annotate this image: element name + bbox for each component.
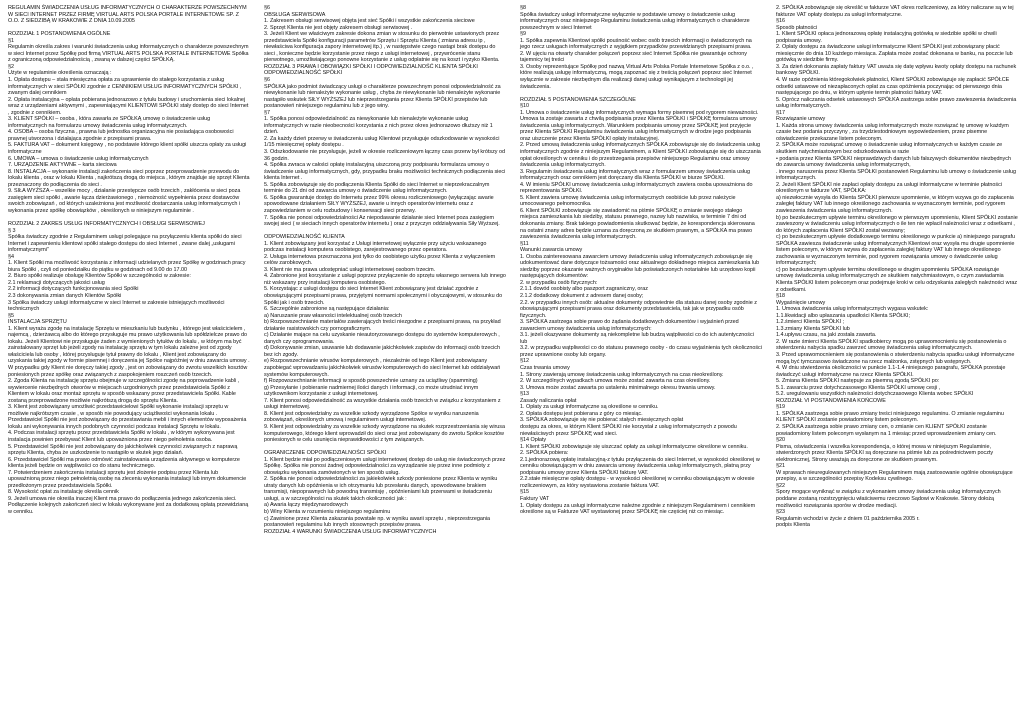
paragraph: 5. Zmiana Klienta SPÓŁKI następuje za pisemną zgodą SPÓŁKI po: [776, 378, 940, 385]
paragraph: 2.1.jednorazową opłatę instalacyjną-z tytułu przyłączenia do sieci Internet, w wysokości określonej w cenniku obowiązującym w dniu zawarcia umowy świadczenia usług informatycznych, płatną przy podpisaniu umowy przez Klienta SPÓŁKI fakturę VAT. [520, 456, 762, 476]
paragraph: §14 Opłaty [520, 437, 547, 444]
paragraph: 9. SIŁA WYŻSZA – wszelkie mocy , działanie przestępcze osób trzecich , zakłócenia w sieci poza zasięgiem sieci spółki , awarie łącza dzierżawionego , niemożność wypełnienia przez dostawców swoich zobowiązań , od których uzależniona jest możliwość dostarczania usług informatycznych i wykonania przez spółkę obowiązków , określonych w niniejszym regulaminie . [8, 188, 242, 214]
paragraph: 9. Klient jest odpowiedzialny za wszelkie szkody wyrządzone na skutek rozprzestrzeniania się wirusa komputerowego, którego klient wprowadził do sieci oraz jest zobowiązany do zwrotu Spółce kosztów poniesionych w celu usunięcia nieprawidłowości z tym związanych. [264, 423, 507, 444]
paragraph: 8. Wysokość opłat za instalację określa cennik [8, 489, 119, 496]
paragraph: 6. UMOWA – umowa o świadczenie usług informatycznych [8, 155, 149, 162]
paragraph: 1. Opłaty za usługi informatyczne są określone w cenniku. [520, 404, 659, 411]
paragraph: 2. Zgoda Klienta na instalację sprzętu obejmuje w szczególności zgodę na poprowadzenie kabli , wywiercenie niezbędnych otworów w miejscach uzgodnionych przez przedstawiciela Spółki z Klientem w lokalu oraz montaż sprzętu w sposób wskazany przez przedstawiciela Spółki. Kable zostaną przeprowadzone możliwie najkrótszą drogą do sprzętu Klienta. [8, 378, 241, 404]
paragraph: § 3 [8, 227, 16, 234]
paragraph: 3. Osoby reprezentujące Spółkę pod nazwą Virtual Arts Polska Portale Internetowe Spółka z o.o. , które realizują usługę informatyczną, mogą zapoznać się z treścią połączeń poprzez sieć Internet wyłącznie w zakresie niezbędnym dla realizacji danej usługi wynikającym z technologii jej świadczenia. [520, 63, 755, 90]
paragraph: Rozwiązanie umowy [776, 116, 826, 123]
paragraph: 7. URZĄDZENIE AKTYWNE – karta sieciowa [8, 162, 117, 169]
paragraph: §6 [264, 5, 271, 11]
paragraph: 2.1 reklamacji dotyczących jakości usług [8, 279, 105, 286]
paragraph: 5. FAKTURA VAT – dokument księgowy , no podstawie którego klient spółki uiszcza opłaty za usługi informatyczne [8, 142, 248, 155]
paragraph: 2. w przypadku osób fizycznych: [520, 279, 598, 286]
paragraph: • podania przez Klienta SPÓŁKI nieprawdziwych danych lub fałszywych dokumentów niezbędnych do zawarcia umowy świadczenia usług informatycznych, [776, 155, 1013, 169]
paragraph: 5. Klient zawiera umowę świadczenia usług informatycznych osobiście lub przez należycie umocowanego pełnomocnika. [520, 194, 738, 208]
paragraph: §17 [776, 109, 786, 116]
paragraph: 2. Sprzęt Klienta nie jest objęty zakresem obsługi serwisowej . [264, 24, 413, 31]
paragraph: 2. Za każdy dzień przerwy w świadczeniu usług Klientowi przysługuje odszkodowanie w wysokości 1/15 miesięcznej opłaty dostępu . [264, 135, 501, 149]
paragraph: 1. Opłaty dostępu za usługi informatyczne należne zgodnie z niniejszym Regulaminem i cennikiem określone są w Fakturze VAT wystawionej przez SPÓŁKĘ nie częściej niż co miesiąc. [520, 502, 757, 516]
paragraph: Faktury VAT [520, 495, 550, 502]
paragraph: 4. W dniu stwierdzenia okoliczności w punkcie 1.1-1.4 niniejszego paragrafu, SPÓŁKA przestaje świadczyć usługi informatyczne na rzecz Klienta SPÓŁKI. [776, 365, 1007, 378]
paragraph: 5.1. zawarciu przez dotychczasowego Klienta SPÓŁKI umowę cesji , [776, 384, 941, 391]
paragraph: §16 [776, 18, 786, 25]
paragraph: 1. Klient wyraża zgodę na instalację Sprzętu w mieszkaniu lub budynku , którego jest właścicielem , najemcą , dzierżawcą albo do którego przysługuje mu prawo użytkowania lub spółdzielcze prawo do lokalu. Jeżeli Klientowi nie przysługuje żaden z wymienionych tytułów do lokalu , w którym ma być zainstalowany sprzęt lub jeżeli zgody na instalację sprzętu w tym lokalu zależne jest od zgody właściciela lub osoby , której przysługuje tytuł prawny do lokalu , Klient jest zobowiązany do uzyskania takiej zgody w formie pisemnej i doręczenia jej Spółce najpóźniej w dniu zawarcia umowy . W przypadku gdy Klient nie doręczy takiej zgody , jest on zobowiązany do zwrotu wszelkich kosztów poniesionych przez spółkę oraz związanych z zaspokojeniem roszczeń osób trzecich. [8, 325, 252, 378]
paragraph: ROZDZIAŁ VI POSTANOWIENIA KOŃCOWE [776, 397, 886, 404]
paragraph: §10 [520, 103, 530, 110]
paragraph: Spółka świadczy zgodnie z Regulaminem usługi polegające na przyłączeniu klienta spółki do sieci Internet i zapewnieniu klientowi spółki stałego dostępu do sieci Internet , zwane dalej „usługami informatycznymi” [8, 234, 244, 254]
paragraph: c) Działanie mające na celu uzyskanie nieautoryzowanego dostępu do systemów komputerowych , danych czy oprogramowania. [264, 332, 502, 345]
paragraph: 2.1.1 dowód osobisty albo paszport zagraniczny, oraz [520, 286, 648, 293]
paragraph: b) Rozpowszechnianie materiałów zawierających treści niezgodne z przepisami prawa, na przykład działanie rasistowskich czy pornograficznym. [264, 319, 503, 332]
paragraph: 4. Zabronione jest korzystanie z usługi poprzez przyłączenie do sprzętu własnego serwera lub innego niż wskazany przy instalacji komputera osobistego. [264, 273, 508, 286]
paragraph: 1. Klient zobowiązany jest korzystać z Usługi internetowej wyłącznie przy użyciu wskazanego podczas instalacji komputera osobistego, zarejestrowanego przez operatora. [264, 240, 488, 254]
paragraph: §9 [520, 31, 527, 38]
paragraph: §11 [520, 240, 529, 247]
paragraph: REGULAMIN ŚWIADCZENIA USŁUG INFORMATYCZNYCH O CHARAKTERZE POWSZECHNYM W SIECI INTERNET PRZEZ FIRMĘ VIRTUAL ARTS POLSKA PORTALE INTERNETOWE SP. Z O.O. Z SIEDZIBĄ W KRAKOWIE Z DNIA 10.09.2005 [8, 5, 249, 25]
paragraph: . innego naruszenia przez Klienta SPÓŁKI postanowień Regulaminu lub umowy o świadczenie usług informatycznych. [776, 168, 1018, 182]
paragraph: c) po bezskutecznym upływie terminu określonego w drugim upomnieniu SPÓŁKA rozwiązuje umowę świadczenia usług informatycznych ze skutkiem natychmiastowym, o czym zawiadamia Klienta SPÓŁKI listem poleconym oraz podejmuje kroki w celu odzyskania zaległych należności wraz z odsetkami. [776, 266, 1019, 293]
text-column-3 [520, 5, 762, 725]
paragraph: a) Naruszanie praw własności intelektualnej osób trzecich [264, 312, 402, 319]
paragraph: 8. INSTALACJA – wykonanie instalacji zakończenia sieci poprzez przeprowadzenie przewodu do lokalu klienta , oraz w lokalu Klienta , najkrótszą drogą do miejsca , którym znajduje się sprzęt Klienta przeznaczony do podłączenia do sieci . [8, 168, 251, 188]
paragraph: ROZDZIAŁ 3 PRAWA I OBOWIĄZKI SPÓŁKI I ODPOWIEDZIALNOŚĆ KLIENTA SPÓŁKI ODPOWIEDZIALNOŚĆ SPÓŁKI [264, 63, 480, 77]
paragraph: §18 [776, 293, 786, 300]
text-column-4 [776, 5, 1018, 725]
paragraph: Użyte w regulaminie określenia oznaczają : [8, 70, 112, 77]
paragraph: 3. Klient nie ma prawa udostępniać usługi internetowej osobom trzecim. [264, 266, 436, 273]
paragraph: Pisma, oświadczenia i wszelka korespondencja, o której mowa w niniejszym Regulaminie, stwierdzonych przez Klienta SPÓŁKI są doręczane na piśmie lub za pośrednictwem poczty elektronicznej, Strony uważają za doręczone ze skutkiem prawnym. [776, 443, 995, 463]
paragraph: 1.2.śmierci Klienta SPÓŁKI ; [776, 319, 845, 326]
paragraph: 2. W ujęciu na otwarty charakter połączeń poprzez sieć Internet Spółka nie gwarantuje ochrony tajemnicy tej treści [520, 50, 749, 64]
paragraph: §22 [776, 482, 786, 489]
paragraph: 3. Za dzień dokonania zapłaty faktury VAT uważa się datę wpływu kwoty opłaty dostępu na rachunek bankowy SPÓŁKI. [776, 63, 1018, 77]
paragraph: 3. Przed uprawomocnieniem się postanowienia o stwierdzeniu nabycia spadku usługi informatyczne mogą być tymczasowo świadczone na rzecz małżonka, zstępnych lub wstępnych. [776, 351, 1016, 365]
paragraph: §1 [8, 37, 15, 44]
paragraph: 1. SPÓŁKA zastrzega sobie prawo zmiany treści niniejszego regulaminu. O zmianie regulaminu KLIENT SPÓŁKI zostanie powiadomiony listem poleconym. [776, 410, 1006, 424]
paragraph: 2. Opłata instalacyjna – opłata pobierana jednorazowo z tytułu budowy i uruchomienia sieci lokalnej wraz z urządzeniami aktywnymi , zapewniającymi KLIENTOWI SPÓŁKI stały dostęp do sieci Internet , zgodnie z cennikiem. [8, 96, 250, 116]
paragraph: 1. Każda strona umowy świadczenia usług informatycznych może rozwiązać tę umowę w każdym czasie bez podania przyczyny , za trzydziestodniowym wypowiedzeniem, przez pisemne oświadczenie przekazane listem poleconym. [776, 122, 1011, 142]
paragraph: ROZDZIAŁ 4 WARUNKI ŚWIADCZENIA USŁUG INFORMATYCZNYCH [264, 528, 437, 535]
paragraph: OBSŁUGA SERWISOWA [264, 11, 326, 18]
paragraph: 7. Potwierdzeniem zakończenia instalacji sprzętu jest złożenie podpisu przez Klienta lub upoważnioną przez niego pełnoletnią osobę na zleceniu wykonania instalacji lub innym dokumencie przedłożonym przez przedstawiciela Spółki. [8, 469, 248, 489]
paragraph: 1. Klient SPÓŁKI zobowiązuje się uiszczać opłaty za usługi informatyczne określone w cenniku. [520, 443, 748, 450]
paragraph: 5. Przedstawiciel Spółki nie jest zobowiązany do jakichkolwiek czynności związanych z naprawą sprzętu Klienta, chyba że uszkodzenie to nastąpiło w skutek jego działań. [8, 443, 239, 457]
paragraph: §2 [8, 63, 15, 70]
paragraph: 2.2. w przypadku innych osób: aktualne dokumenty odpowiednie dla statusu danej osoby zgodnie z obowiązującymi przepisami prawa oraz dokumenty przedstawiciela, tak jak w przypadku osób fizycznych. [520, 299, 759, 319]
paragraph: 1. Opłata dostępu – stała miesięczna opłata za uprawnienie do stałego korzystania z usług informatycznych w sieci SPÓŁKI zgodnie z CENNIKIEM USŁUG INFORMATYCZNYCH SPÓŁKI , zwanym dalej cennikiem [8, 76, 243, 97]
paragraph: Spółka świadczy usługi informatyczne wyłącznie w podstawie umowy o świadczenie usług informatycznych oraz niniejszego Regulaminu świadczenia usług informatycznych o charakterze powszechnym w sieci Internet [520, 11, 752, 31]
paragraph: Sposób płatności [776, 24, 818, 31]
paragraph: 6. Przedstawiciel Spółki ma prawo odmówić zainstalowania urządzenia aktywnego w komputerze klienta jeżeli będzie on wątpliwości co do stanu technicznego. [8, 456, 242, 470]
paragraph: §20 [776, 437, 786, 444]
paragraph: Regulamin wchodzi w życie z dniem 01 października 2005 r. [776, 515, 920, 522]
text-column-1 [8, 5, 250, 725]
paragraph: b) po bezskutecznym upływie terminu określonego w pierwszym upomnieniu, Klient SPÓŁKI zostanie zawieszony w świadczeniu usług informatycznych o ile ten nie wpłacił należności wraz z odsetkami , do których zapłacenia Klient SPÓŁKI został wezwany; [776, 214, 1020, 234]
paragraph: §7 [264, 109, 271, 116]
paragraph: 3.2. w przypadku wątpliwości co do statusu prawnego osoby - do czasu wyjaśnienia tych okoliczności przez uprawnione osoby lub organy. [520, 345, 764, 358]
paragraph: 7. Klient ponosi odpowiedzialność za wszystkie działania osób trzecich w związku z korzystaniem z usługi internetowej. [264, 397, 503, 411]
paragraph: 1. Umowa o świadczenie usług informatycznych wymaga formy pisemnej pod rygorem nieważności. Umowa ta zostaje zawarta z chwilą podpisania przez Klienta SPÓŁKI i SPÓŁKĘ formularza umowy świadczenia usług informatycznych. Warunkiem podpisania umowy przez SPÓŁKĘ jest przyjęcie przez Klienta SPÓŁKI Regulaminu świadczenia usług informatycznych w drodze jego podpisania oraz uiszczenie przez Klienta SPÓŁKI opłaty instalacyjnej. [520, 109, 760, 142]
paragraph: §21 [776, 463, 786, 470]
paragraph: 3. Regulamin świadczenia usług informatycznych wraz z formularzem umowy świadczenia usług informatycznych oraz cennikiem jest doręczany dla Klienta SPÓŁKI w biurze SPÓŁKI. [520, 168, 752, 182]
paragraph: 3. KLIENT SPÓŁKI – osoba , która zawarła ze SPÓŁKĄ umowę o świadczenie usług informatycznych na formularzu umowy świadczenia usług informatycznych. [8, 116, 212, 129]
paragraph: Regulamin określa zakres i warunki świadczenia usług informatycznych o charakterze powszechnym w sieci Internet przez Spółkę pod firmą VIRTUAL ARTS POLSKA PORTALE INTERNETOWE Spółka z ograniczoną odpowiedzialnością , zwaną w dalszej części SPÓŁKĄ. [8, 44, 251, 64]
paragraph: 2. SPÓŁKA zobowiązuje się określić w fakturze VAT okres rozliczeniowy, za który naliczane są w tej fakturze VAT opłaty dostępu za usługi informatyczne. [776, 5, 1016, 18]
paragraph: 1. Spółka ponosi odpowiedzialność za niewykonanie lub nienależyte wykonanie usług informatycznych w razie nieobecności korzystania z nich przez okres jednorazowo dłuższy niż 1 dzień. [264, 116, 495, 136]
paragraph: 3. Klient jest zobowiązany umożliwić przedstawicielowi Spółki wykonanie instalacji sprzętu w możliwie najkrótszym czasie , w sposób nie powodujący uciążliwości wykonania lokalu . Przedstawiciel Spółki nie jest zobowiązany do przestawiania mebli i innych elementów wyposażenia lokalu ani wykonywania innych podobnych czynności podczas instalacji Sprzętu w lokalu. [8, 404, 248, 430]
paragraph: Wanunki zawarcia umowy [520, 247, 583, 254]
paragraph: §13 [520, 391, 530, 398]
paragraph: ODPOWIEDZIALNOŚĆ KLIENTA [264, 234, 345, 241]
paragraph: a) Awaria łączy międzynarodowych [264, 502, 348, 509]
paragraph: 6. Klient SPÓŁKI zobowiązuje się zawiadomić na piśmie SPÓŁKĘ o zmianie swojego stałego miejsca zamieszkania lub siedziby, statusu prawnego, nazwy lub nazwiska, w terminie 7 dni od dokonania zmiany. Brak takiego powiadomienia skutkować będzie, że korespondencja skierowana na ostatni znany adres będzie uznana za doręczoną ze skutkiem prawnym, a SPÓŁKA ma prawo zawieszenia świadczenia usług informatycznych. [520, 207, 757, 241]
paragraph: 1.1.likwidacji albo upłaszania upadłości Klienta SPÓŁKI; [776, 312, 910, 319]
paragraph: 8. Klient jest odpowiedzialny za wszelkie szkody wyrządzone Spółce w wyniku naruszenia zobowiązań, określonych umową i regulaminem usługi internetowej. [264, 410, 481, 424]
paragraph: 2. Biuro spółki realizuje obsługę Klientów Spółki w szczególności w zakresie: [8, 273, 191, 280]
paragraph: §4 [8, 253, 15, 260]
paragraph: 2. Opłata dostępu jest pobierana z góry co miesiąc. [520, 410, 643, 417]
paragraph: 2. Usługa internetowa przeznaczona jest tylko do osobistego użytku przez Klienta z wyłączeniem celów zarobkowych. [264, 253, 497, 267]
paragraph: 2.3 dokonywania zmian danych Klientów Spółki [8, 292, 122, 299]
text-column-2 [264, 5, 506, 725]
paragraph: 1. Klient będzie miał po podłączeniowym usługi internetowej dostęp do usług nie świadczonych przez Spółkę. Spółka nie ponosi żadnej odpowiedzialności za wyrządzanie się przez inne podmioty z obowiązku wykonania zamówionych w ten sposób usług. [264, 456, 507, 476]
paragraph: 1. Klient SPÓŁKI opłaca jednorazową opłatę instalacyjną gotówką w siedzibie spółki w chwili podpisania umowy. [776, 31, 999, 44]
paragraph: d) Dokonywanie zmian, usuwanie lub dodawanie jakichkolwiek zapisów do informacji osób trzecich bez ich zgody. [264, 345, 502, 358]
paragraph: 1. Spółka zapewnia Klientowi spółki pouśność wobec osób trzecich informacji o świadczonych na jego rzecz usługach informatycznych z wyjątkiem przypadków przewidzianych przepisami prawa. [520, 37, 754, 51]
paragraph: ROZDZIAŁ 2 ZAKRES USŁUG INFORMATYCZNYCH I OBSŁUGI SERWISOWEJ [8, 220, 205, 227]
paragraph: 2. SPÓŁKA pobiera: [520, 450, 569, 457]
paragraph: 5. Korzystając z usługi dostępu do sieci Internet Klient zobowiązany jest działać zgodnie z obowiązującymi przepisami prawa, przyjętymi normami społecznymi i obyczajowymi, w stosunku do Spółki jak i osób trzecich. [264, 286, 504, 306]
paragraph: 3. Jeżeli Klient we właściwym zakresie dokona zmian w stosunku do pierwotnie ustawionych przez przedstawiciela Spółki konfiguracji parametrów Sprzętu i Sprzętu Klienta ( zmiana adresu ip , niewłaściwa konfiguracja zapory internetowej itp.) , w następstwie czego nastąpi brak dostępu do sieci , konieczne będzie korzystanie przez niego z usługi internetowej , przywrócenie stanu pierwotnego, umożliwiającego ponowne korzystanie z usług odpłatnie się na koszt i ryzyko Klienta. [264, 31, 501, 64]
paragraph: §23 [776, 509, 786, 516]
paragraph: podpis Klienta [776, 522, 810, 529]
paragraph: 4. W imieniu SPÓŁKI umowę świadczenia usług informatycznych zawiera osoba upoważniona do reprezentowania SPÓŁKI. [520, 181, 754, 195]
paragraph: Czas trwania umowy [520, 365, 570, 372]
paragraph: 2. SPÓŁKA zastrzega sobie prawo zmiany cen, o zmianie cen KLIENT SPÓŁKI zostanie powiadomiony listem poleconym wysłanym na 1 miesiąc przed wprowadzeniem zmiany cen. [776, 424, 997, 437]
paragraph: OGRANICZENIE ODPOWIEDZIALNOŚCI SPÓŁKI [264, 450, 387, 457]
paragraph: 9. Jeżeli umowa nie określa inaczej Klient ma prawo do podłączenia jednego zakończenia sieci. Podłączenie kolejnych zakończeń sieci w lokalu wykonywane jest za dodatkową opłatą przewidzianą w cenniku. [8, 495, 250, 516]
paragraph: ROZDZIAŁ 1 POSTANOWIENIA OGÓLNE [8, 31, 111, 38]
paragraph: INSTALACJA SPRZĘTU [8, 319, 67, 326]
paragraph: 6. Szczególnie zabronione są następujące działania: [264, 306, 390, 313]
paragraph: g) Przesyłanie i pobieranie nadmiernej ilości danych i informacji, co może utrudniać innym użytkownikom korzystanie z usługi internetowej. [264, 384, 480, 398]
paragraph: 2.2.stałe miesięczne opłaty dostępu - w wysokości określonej w cenniku obowiązującym w okresie rozliczeniowym, za który wystawiona zostanie faktura VAT. [520, 476, 756, 489]
paragraph: §5 [8, 312, 15, 319]
paragraph: Spory mogące wyniknąć w związku z wykonaniem umowy świadczenia usług informatycznych poddane zostaną rozstrzygnięciu właściwemu rzeczowo Sądowi w Krakowie. Strony dołożą możliwości rozwiązania sporów w drodze mediacji. [776, 489, 1003, 509]
paragraph: 3.1. jeżeli okazywane dokumenty są niekompletne lub budzą wątpliwości co do ich autentyczności lub [520, 332, 756, 345]
paragraph: 2. Opłaty dostępu za świadczone usługi informatyczne Klient SPÓŁKI jest zobowiązany płacić miesięcznie do dnia 10 każdego miesiąca. Zapłata może zostać dokonana w banku, na poczcie lub gotówką w siedzibie firmy. [776, 44, 1015, 64]
paragraph: 2. W razie śmierci Klienta SPÓŁKI spadkobiercy mogą po uprawomocnieniu się postanowienia o stwierdzeniu nabycia spadku zawrzeć umowę świadczenia usług informatycznych. [776, 338, 1008, 352]
paragraph: 3. SPÓŁKA zobowiązuje się nie pobierać stałych miesięcznych opłat [520, 417, 684, 424]
paragraph: 2. Spółka nie ponosi odpowiedzialności za jakiekolwiek szkody poniesione przez Klienta w wyniku utraty danych lub opóźnienia w ich otrzymaniu lub przesłaniu danych, spowodowane brakiem transmisji, niepoprawnych lub powodną transmisję , opóźnieniami lub przerwami w świadczeniu usługi, a w szczególności na skutek takich okoliczności jak : [264, 476, 499, 502]
paragraph: 1. Zakresem obsługi serwisowej objęta jest sieć Spółki i wszystkie zakończenia sieciowe [264, 18, 475, 25]
paragraph: 1.4.upływu czasu, na jaki została zawarta. [776, 332, 877, 339]
paragraph: 4. W razie opóźnienia któregokolwiek płatności, Klient SPÓŁKI zobowiązuje się zapłacić SPÓŁCE odsetki ustawowe od niezapłaconych opłat za czas opóźnienia poczynając od pierwszego dnia następującego po dniu, w którym upłynie termin płatności faktury VAT. [776, 77, 1011, 97]
paragraph: §12 [520, 358, 530, 365]
paragraph: 3. Odszkodowanie nie przysługuje, jeżeli w okresie rozliczeniowym łączny czas przerw był krótszy od 36 godzin. [264, 149, 507, 162]
paragraph: §19 [776, 404, 786, 411]
paragraph: 3. SPÓŁKA zastrzega sobie prawo do żądania dodatkowych dokumentów i wyjaśnień przed zawarciem umowy świadczenia usług informatycznych: [520, 319, 741, 332]
paragraph: 3. Umowa może zostać zawarta po ustaleniu minimalnego okresu trwania umowy. [520, 384, 716, 391]
paragraph: §8 [520, 5, 527, 11]
paragraph: 1. Umowa świadczenia usług informatycznych wygasa wskutek: [776, 306, 929, 313]
paragraph: §15 [520, 489, 530, 496]
paragraph: 1. Klient Spółki ma możliwość korzystania z informacji udzielanych przez Spółkę w godzinach pracy biura Spółki , czyli od poniedziałku do piątku w godzinach od 9.00 do 17.00 [8, 260, 247, 273]
paragraph: 3 Spółka świadczy usługi informatyczne w sieci Internet w zakresie istniejących możliwości technicznych [8, 299, 226, 313]
paragraph: 2.2 informacji dotyczących funkcjonowania sieci Spółki [8, 286, 139, 293]
paragraph: 2.1.2 dodatkowy dokument z adresem danej osoby; [520, 293, 644, 300]
paragraph: Zasady naliczania opłat [520, 397, 577, 404]
paragraph: c) po bezskutecznym upływie dodatkowego terminu określonego w punkcie a) niniejszego paragrafu SPÓŁKA zawiesza świadczenie usług informatycznych Klientowi oraz wysyła mu drugie upomnienie listem poleconym, w którym wzywa do zapłacenia zaległej faktury VAT lub innego określonego zachowania w wyznaczonym terminie, pod rygorem rozwiązania umowy o świadczenie usług informatycznych; [776, 234, 1017, 267]
paragraph: 1. Osoba zainteresowana zawarciem umowy świadczenia usług informatycznych zobowiązuje się udokumentować dane dotyczące tożsamości oraz aktualnego dokładnego miejsca zamieszkania lub siedziby poprzez okazanie ważnych oryginałów lub poświadczonych notarialnie lub urzędowo kopii następujących dokumentów: [520, 253, 761, 280]
paragraph: f) Rozpowszechnianie informacji w sposób powszechnie uznany za uciążliwy (spamming) [264, 378, 478, 385]
paragraph: SPÓŁKA jako podmiot świadczący usługi o charakterze powszechnym ponosi odpowiedzialność za niewykonanie lub nienależyte wykonanie usług , chyba że niewykonanie lub nienależyte wykonanie nastąpiło wskutek SIŁY WYŻSZEJ lub nieprzestrzegania przez Klienta SPÓŁKI przepisów lub postanowień niniejszego regulaminu lub z jego winy. [264, 83, 503, 110]
paragraph: Wygaśnięcie umowy [776, 299, 826, 306]
paragraph: 5. Spółka zobowiązuje się do podłączenia Klienta Spółki do sieci Internet w nieprzekraczalnym terminie do 21 dni od zawarcia umowy o świadczenie usług informatycznych. [264, 181, 491, 195]
paragraph: 5. Oprócz naliczania odsetek ustawowych SPÓŁKA zastrzega sobie prawo zawieszenia świadczenia usług informatycznych. [776, 96, 1018, 110]
paragraph: c) Zawinione przez Klienta zakazania powstałe np. w wyniku awarii sprzętu , nieprzestrzegania postanowień regulaminu lub innych stosownych przepisów prawa. [264, 515, 492, 529]
paragraph: 1. Strony zawierają umowę świadczenia usług informatycznych na czas nieokreślony. [520, 371, 724, 378]
paragraph: 2. W szczególnych wypadkach umowa może zostać zawarta na czas określony. [520, 378, 711, 385]
paragraph: a) niezwłocznie wysyła do Klienta SPÓŁKI pierwsze upomnienie, w którym wzywa go do zapłacenia zaległej faktury VAT lub innego określonego zachowania w wyznaczonym terminie, pod rygorem zawieszenia świadczenia usług informatycznych. [776, 194, 1016, 214]
paragraph: W sprawach nieuregulowanych niniejszym Regulaminem mają zastosowanie ogólnie obowiązujące przepisy, a w szczególności przepisy Kodeksu cywilnego. [776, 469, 1015, 483]
paragraph: e) Rozpowszechnianie wirusów komputerowych , niezależnie od tego Klient jest zobowiązany zapobiegać wprowadzaniu jakichkolwiek wirusów komputerowych do sieci Internet lub oddziaływań systemów komputerowych. [264, 358, 502, 378]
paragraph: 1.3.zmiany Klienta SPÓŁKI lub [776, 325, 850, 332]
paragraph: b) Winy Klienta w rozumieniu niniejszego regulaminu [264, 509, 391, 516]
paragraph: §6 [264, 77, 271, 84]
paragraph: 2. Przed umową świadczenia usług informatycznych SPÓŁKA zobowiązuje się do świadczenia usług informatycznych zgodnie z niniejszym Regulaminem, a Klient SPÓŁKI zobowiązuje się do uiszczania opłat określonych w cenniku i do przestrzegania przepisów niniejszego Regulaminu oraz umowy świadczenia usług informatycznych. [520, 142, 763, 169]
paragraph: 5.2. uregulowaniu wszystkich należności dotychczasowego Klienta wobec SPÓŁKI [776, 391, 974, 398]
paragraph: 2. SPÓŁKA może rozwiązać umowę o świadczenie usług informatycznych w każdym czasie ze skutkiem natychmiastowym bez odszkodowania w razie [776, 142, 1004, 156]
paragraph: 2. Jeżeli Klient SPÓŁKI nie zapłaci opłaty dostępu za usługi informatyczne w terminie płatności określonym w fakturze VAT, SPÓŁKA: [776, 181, 1004, 195]
paragraph: 4. OSOBA – osoba fizyczna , prawna lub jednostka organizacyjna nie posiadająca osobowości prawnej utworzona i działająca zgodnie z przepisami prawa. [8, 129, 236, 142]
paragraph: 6. Spółka gwarantuje dostęp do Internetu przez 99% okresu rozliczeniowego (wyłączając awarie spowodowane działaniem SIŁY WYŻSZEJ, awarie u innych operatorów internetu oraz z zapowiedzianiem w celu rozbudowy i konserwacji sieci przerwy. [264, 194, 496, 214]
paragraph: ROZDZIAŁ 5 POSTANOWIENIA SZCZEGÓLNE [520, 96, 636, 103]
paragraph: 7. Spółka nie ponosi odpowiedzialności Az niepodawanie działanie sieci Internet poza zasięgiem swojej sieci ( w sieciach innych operatorów internetu ) oraz z przyczyn oddziaływania Siły Wyższej. [264, 214, 500, 228]
paragraph: dostępu za okres, w którym Klient SPÓŁKI nie korzystał z usług informatycznych z powodu niewłaściwych przez SPÓŁKĘ wad sieci. [520, 423, 739, 437]
paragraph: 4. Spółka zwraca w całości opłatę instalacyjną uiszczoną przy podpisaniu formularza umowy o świadczenie usług informatycznych, gdy, przypadku braku możliwości technicznych podłączenia sieci klienta Internet . [264, 162, 507, 182]
paragraph: 4. Podczas instalacji sprzętu przez przedstawiciela Spółki w lokalu , w którym wykonywana jest instalacja powinien przebywać Klient lub upoważniona przez niego pełnoletnia osoba. [8, 430, 237, 443]
